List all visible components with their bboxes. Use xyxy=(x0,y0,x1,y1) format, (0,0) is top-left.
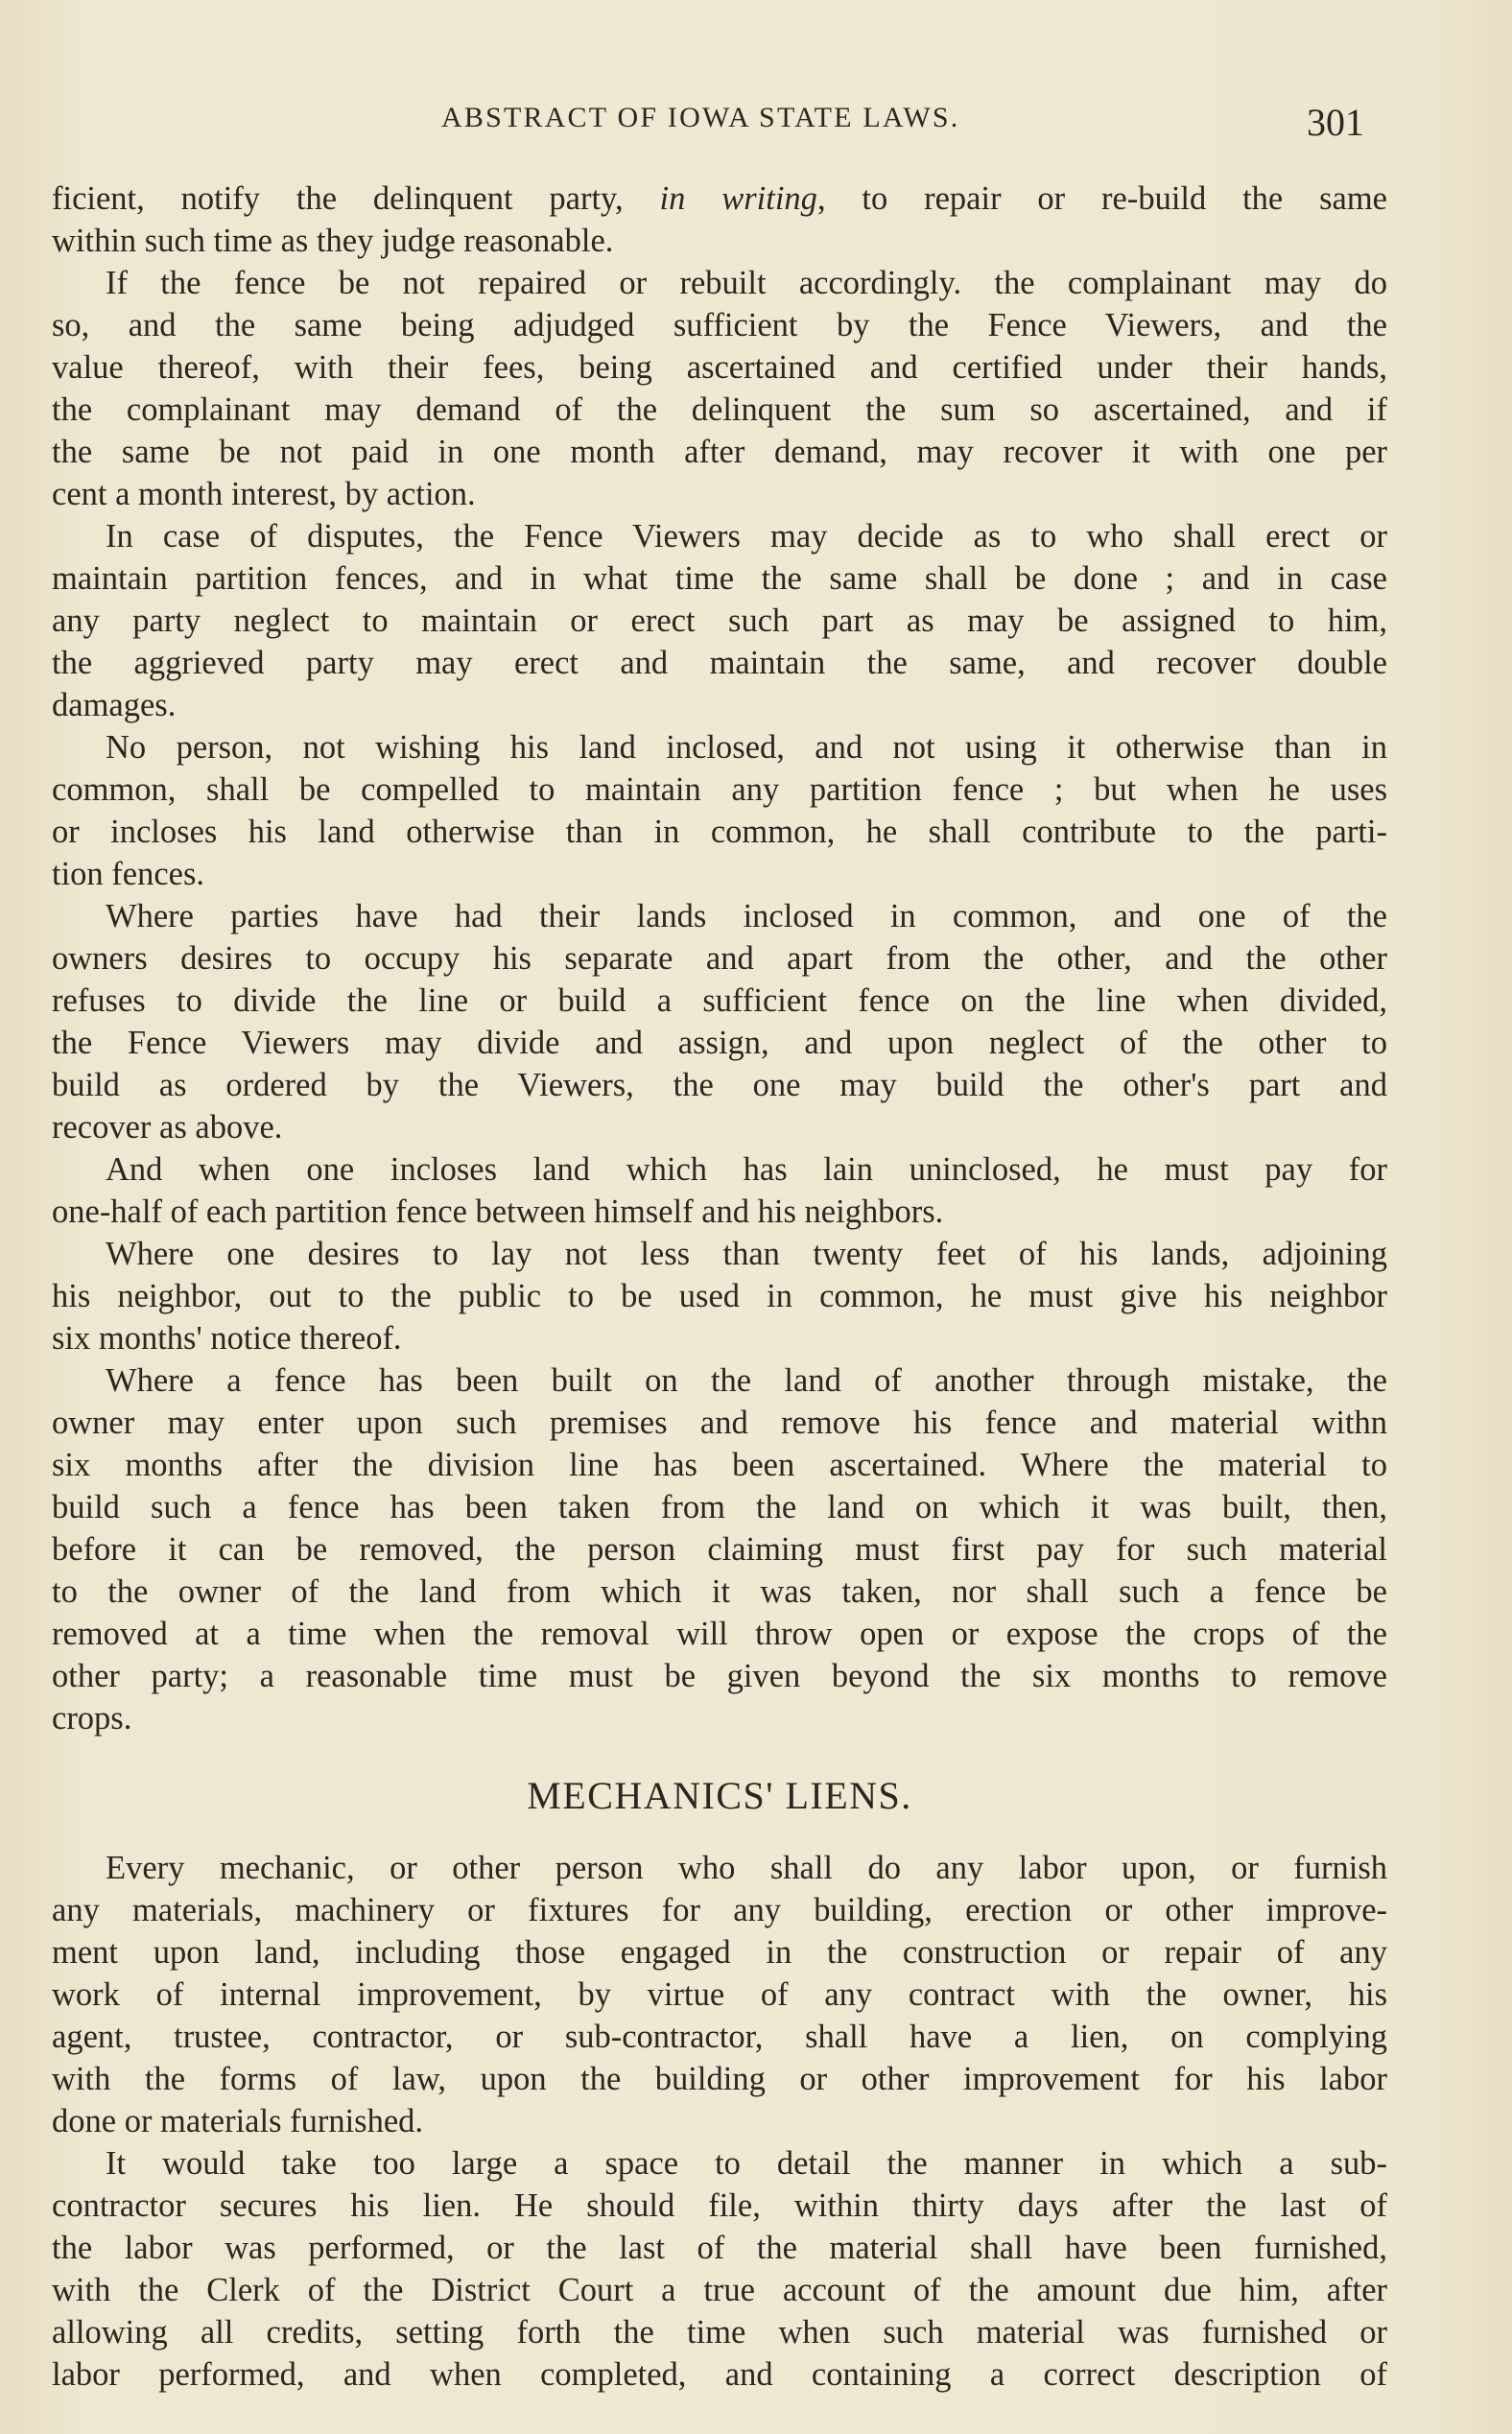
text-line: within such time as they judge reasonable. xyxy=(52,223,614,259)
text-segment: ficient, notify the delinquent party, xyxy=(52,180,660,217)
text-line: the labor was performed, or the last of the material shall have been furnished, xyxy=(52,2230,1387,2266)
text-line: any party neglect to maintain or erect such part as may be assigned to him, xyxy=(52,603,1387,639)
text-line: removed at a time when the removal will throw open or expose the crops of the xyxy=(52,1616,1387,1652)
text-line: work of internal improvement, by virtue of any contract with the owner, his xyxy=(52,1976,1387,2013)
text-line: contractor secures his lien. He should file, within thirty days after the last of xyxy=(52,2187,1387,2224)
text-segment: , to repair or re-build the same xyxy=(816,180,1387,217)
text-line: recover as above. xyxy=(52,1109,283,1146)
text-line: the Fence Viewers may divide and assign, and upon neglect of the other to xyxy=(52,1025,1387,1061)
text-line: six months after the division line has been ascertained. Where the material to xyxy=(52,1447,1387,1483)
text-line: any materials, machinery or fixtures for any building, erection or other improve- xyxy=(52,1892,1387,1928)
text-line: It would take too large a space to detail the manner in which a sub- xyxy=(106,2145,1387,2182)
paragraph-fence-not-repaired xyxy=(52,262,1387,515)
running-head xyxy=(0,100,1512,148)
text-line: Every mechanic, or other person who shall do any labor upon, or furnish xyxy=(106,1850,1387,1886)
text-line: agent, trustee, contractor, or sub-contractor, shall have a lien, on complying xyxy=(52,2019,1387,2055)
section-heading: MECHANICS' LIENS. xyxy=(527,1774,912,1817)
text-line: refuses to divide the line or build a sufficient fence on the line when divided, xyxy=(52,982,1387,1019)
page-number: 301 xyxy=(1307,101,1364,144)
text-line: value thereof, with their fees, being ascertained and certified under their hands, xyxy=(52,349,1387,386)
text-line: with the forms of law, upon the building or other improvement for his labor xyxy=(52,2061,1387,2097)
paragraph-public-land xyxy=(52,1233,1387,1359)
running-title: ABSTRACT OF IOWA STATE LAWS. xyxy=(441,102,960,133)
text-line: done or materials furnished. xyxy=(52,2103,424,2139)
text-line: before it can be removed, the person claiming must first pay for such material xyxy=(52,1531,1387,1568)
text-line: Where one desires to lay not less than twenty feet of his lands, adjoining xyxy=(106,1236,1387,1272)
text-line: so, and the same being adjudged sufficient by the Fence Viewers, and the xyxy=(52,307,1387,343)
text-line: build such a fence has been taken from the land on which it was built, then, xyxy=(52,1489,1387,1525)
text-line: other party; a reasonable time must be given beyond the six months to remove xyxy=(52,1658,1387,1694)
text-line: tion fences. xyxy=(52,856,205,892)
text-line: owner may enter upon such premises and remove his fence and material withn xyxy=(52,1405,1387,1441)
text-line: the complainant may demand of the delinquent the sum so ascertained, and if xyxy=(52,391,1387,428)
paragraph-land-not-inclosed xyxy=(52,726,1387,895)
text-line: Where parties have had their lands inclosed in common, and one of the xyxy=(106,898,1387,934)
text-line: the aggrieved party may erect and maintain the same, and recover double xyxy=(52,645,1387,681)
text-line: or incloses his land otherwise than in common, he shall contribute to the parti- xyxy=(52,814,1387,850)
text-line: with the Clerk of the District Court a true account of the amount due him, after xyxy=(52,2272,1387,2308)
italic-text: in writing xyxy=(659,180,817,217)
text-line: his neighbor, out to the public to be used in common, he must give his neighbor xyxy=(52,1278,1387,1314)
text-line: maintain partition fences, and in what time the same shall be done ; and in case xyxy=(52,560,1387,597)
paragraph-fence-notice xyxy=(52,177,1387,262)
text-line: In case of disputes, the Fence Viewers may decide as to who shall erect or xyxy=(106,518,1387,555)
text-line xyxy=(52,177,1387,220)
paragraph-fence-by-mistake xyxy=(52,1359,1387,1739)
text-line: No person, not wishing his land inclosed, and not using it otherwise than in xyxy=(106,729,1387,766)
text-line: allowing all credits, setting forth the time when such material was furnished or xyxy=(52,2314,1387,2351)
text-line: ment upon land, including those engaged in the construction or repair of any xyxy=(52,1934,1387,1971)
paragraph-disputes xyxy=(52,515,1387,726)
text-line: cent a month interest, by action. xyxy=(52,476,476,512)
paragraph-uninclosed-land xyxy=(52,1148,1387,1233)
text-line: six months' notice thereof. xyxy=(52,1320,402,1357)
text-line: build as ordered by the Viewers, the one may build the other's part and xyxy=(52,1067,1387,1103)
text-line: one-half of each partition fence between himself and his neighbors. xyxy=(52,1193,944,1230)
text-line: to the owner of the land from which it was taken, nor shall such a fence be xyxy=(52,1573,1387,1610)
text-line: damages. xyxy=(52,687,177,723)
paragraph-lands-inclosed-in-common xyxy=(52,895,1387,1148)
text-line: crops. xyxy=(52,1700,132,1737)
paragraph-subcontractor-lien xyxy=(52,2142,1387,2396)
text-line: And when one incloses land which has lain uninclosed, he must pay for xyxy=(106,1151,1387,1188)
text-line: labor performed, and when completed, and containing a correct description of xyxy=(52,2356,1387,2393)
text-line: the same be not paid in one month after demand, may recover it with one per xyxy=(52,434,1387,470)
body-text xyxy=(52,177,1387,2396)
paragraph-mechanics-lien xyxy=(52,1847,1387,2142)
text-line: Where a fence has been built on the land of another through mistake, the xyxy=(106,1362,1387,1399)
text-line: common, shall be compelled to maintain any partition fence ; but when he uses xyxy=(52,771,1387,808)
text-line: owners desires to occupy his separate and apart from the other, and the other xyxy=(52,940,1387,977)
text-line: If the fence be not repaired or rebuilt accordingly. the complainant may do xyxy=(106,265,1387,301)
